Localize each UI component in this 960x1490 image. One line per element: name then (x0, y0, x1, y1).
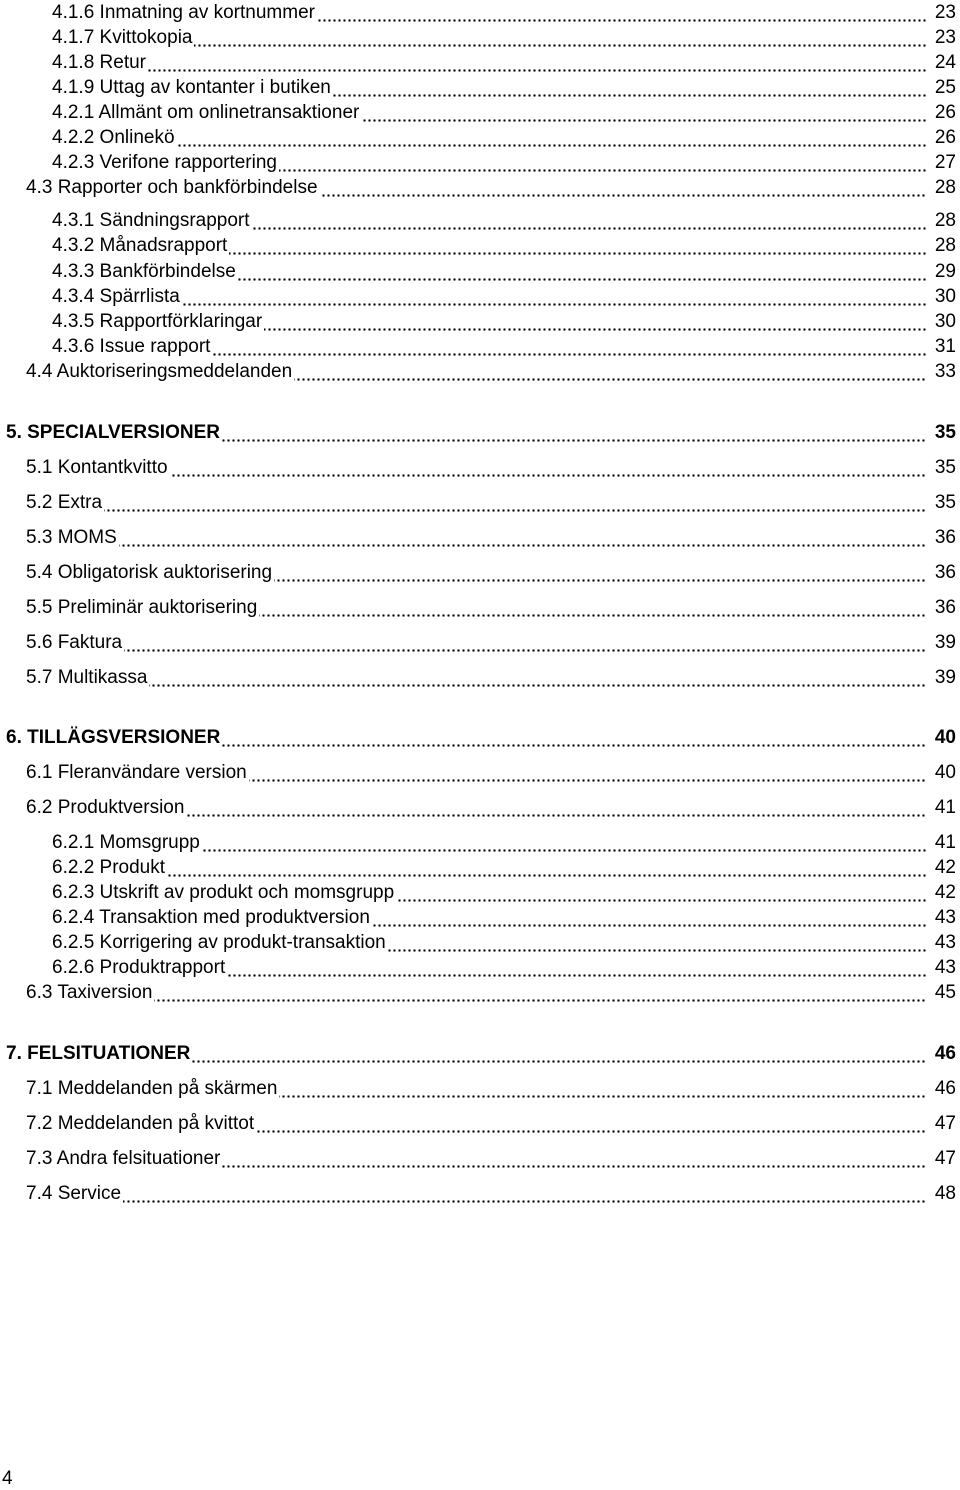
toc-entry-title: 6.3 Taxiversion (26, 982, 153, 1003)
toc-entry-title: 4.3.3 Bankförbindelse (52, 261, 236, 282)
toc-entry-title: 4.3.5 Rapportförklaringar (52, 311, 263, 332)
toc-entry-title: 4.2.3 Verifone rapportering (52, 152, 277, 173)
toc-entry-page: 30 (926, 284, 956, 310)
toc-entry-page: 28 (926, 208, 956, 234)
toc-leader-dots (6, 1041, 928, 1067)
toc-leader-dots (26, 359, 928, 385)
toc-entry-title: 4.1.9 Uttag av kontanter i butiken (52, 77, 331, 98)
toc-leader-dots (52, 905, 928, 931)
toc-leader-dots (26, 795, 928, 821)
toc-leader-dots (26, 455, 928, 481)
toc-entry-page: 26 (926, 100, 956, 126)
toc-entry[interactable] (0, 284, 960, 310)
page-number: 4 (2, 1468, 13, 1489)
toc-entry-title: 4.2.1 Allmänt om onlinetransaktioner (52, 102, 360, 123)
toc-entry-page: 40 (926, 760, 956, 786)
toc-entry[interactable] (0, 1146, 960, 1172)
toc-entry-page: 26 (926, 125, 956, 151)
toc-leader-dots (52, 830, 928, 856)
toc-leader-dots (52, 309, 928, 335)
toc-leader-dots (52, 100, 928, 126)
toc-entry-title: 6.2.5 Korrigering av produkt-transaktion (52, 932, 386, 953)
toc-entry-page: 23 (926, 0, 956, 26)
toc-leader-dots (52, 930, 928, 956)
toc-entry[interactable] (0, 233, 960, 259)
toc-entry-page: 27 (926, 150, 956, 176)
toc-entry-page: 29 (926, 259, 956, 285)
toc-leader-dots (26, 175, 928, 201)
toc-entry-title: 7.1 Meddelanden på skärmen (26, 1078, 278, 1099)
toc-leader-dots (52, 855, 928, 881)
toc-entry-title: 5.3 MOMS (26, 527, 117, 548)
toc-entry-page: 43 (926, 955, 956, 981)
toc-entry-title: 5.1 Kontantkvitto (26, 457, 168, 478)
toc-entry-page: 36 (926, 560, 956, 586)
toc-entry-title: 7.4 Service (26, 1183, 122, 1204)
toc-leader-dots (52, 233, 928, 259)
toc-entry-page: 45 (926, 980, 956, 1006)
toc-entry[interactable] (0, 490, 960, 516)
toc-entry[interactable] (0, 420, 960, 446)
toc-entry-page: 43 (926, 905, 956, 931)
toc-entry[interactable] (0, 795, 960, 821)
toc-leader-dots (26, 525, 928, 551)
toc-entry[interactable] (0, 855, 960, 881)
toc-entry[interactable] (0, 1111, 960, 1137)
toc-entry-title: 6.2 Produktversion (26, 797, 185, 818)
toc-leader-dots (26, 1146, 928, 1172)
toc-leader-dots (26, 490, 928, 516)
toc-entry-page: 28 (926, 233, 956, 259)
toc-entry-title: 4.3.2 Månadsrapport (52, 235, 228, 256)
toc-entry-title: 7. FELSITUATIONER (6, 1043, 191, 1064)
toc-entry-title: 6.2.4 Transaktion med produktversion (52, 907, 370, 928)
toc-entry-page: 35 (926, 490, 956, 516)
toc-entry[interactable] (0, 334, 960, 360)
toc-leader-dots (52, 25, 928, 51)
toc-entry-title: 4.3.6 Issue rapport (52, 336, 211, 357)
toc-entry[interactable] (0, 259, 960, 285)
toc-entry-page: 35 (926, 420, 956, 446)
toc-entry-title: 5.4 Obligatorisk auktorisering (26, 562, 273, 583)
toc-entry[interactable] (0, 955, 960, 981)
toc-entry[interactable] (0, 0, 960, 26)
toc-entry-page: 36 (926, 525, 956, 551)
toc-entry-title: 4.3.1 Sändningsrapport (52, 210, 250, 231)
toc-entry-title: 5.6 Faktura (26, 632, 123, 653)
toc-entry-title: 6. TILLÄGSVERSIONER (6, 727, 221, 748)
toc-leader-dots (52, 955, 928, 981)
toc-entry[interactable] (0, 100, 960, 126)
toc-entry[interactable] (0, 208, 960, 234)
toc-entry-title: 6.2.3 Utskrift av produkt och momsgrupp (52, 882, 395, 903)
toc-leader-dots (52, 50, 928, 76)
toc-entry[interactable] (0, 760, 960, 786)
toc-entry[interactable] (0, 980, 960, 1006)
toc-leader-dots (26, 1076, 928, 1102)
toc-entry-page: 24 (926, 50, 956, 76)
toc-entry[interactable] (0, 665, 960, 691)
toc-entry-page: 40 (926, 725, 956, 751)
toc-leader-dots (26, 980, 928, 1006)
toc-entry[interactable] (0, 75, 960, 101)
toc-entry[interactable] (0, 930, 960, 956)
toc-leader-dots (26, 665, 928, 691)
toc-entry[interactable] (0, 1181, 960, 1207)
toc-entry[interactable] (0, 830, 960, 856)
toc-entry[interactable] (0, 905, 960, 931)
toc-leader-dots (52, 334, 928, 360)
toc-entry[interactable] (0, 595, 960, 621)
toc-entry-title: 6.2.1 Momsgrupp (52, 832, 200, 853)
toc-entry-page: 47 (926, 1146, 956, 1172)
toc-entry-page: 33 (926, 359, 956, 385)
toc-entry-title: 5. SPECIALVERSIONER (6, 422, 220, 443)
toc-entry[interactable] (0, 630, 960, 656)
toc-entry-title: 5.7 Multikassa (26, 667, 148, 688)
toc-entry-page: 25 (926, 75, 956, 101)
toc-entry-title: 6.1 Fleranvändare version (26, 762, 247, 783)
toc-leader-dots (52, 284, 928, 310)
toc-leader-dots (52, 208, 928, 234)
toc-entry-page: 46 (926, 1041, 956, 1067)
toc-entry-page: 23 (926, 25, 956, 51)
toc-entry-page: 36 (926, 595, 956, 621)
toc-leader-dots (6, 725, 928, 751)
toc-leader-dots (26, 1181, 928, 1207)
toc-entry-page: 43 (926, 930, 956, 956)
toc-entry[interactable] (0, 359, 960, 385)
toc-leader-dots (52, 150, 928, 176)
toc-entry-title: 7.3 Andra felsituationer (26, 1148, 221, 1169)
toc-entry-page: 46 (926, 1076, 956, 1102)
toc-entry-title: 4.1.8 Retur (52, 52, 146, 73)
toc-entry-page: 48 (926, 1181, 956, 1207)
toc-entry-title: 5.2 Extra (26, 492, 103, 513)
toc-entry-title: 4.1.7 Kvittokopia (52, 27, 193, 48)
toc-entry-page: 28 (926, 175, 956, 201)
toc-entry-page: 42 (926, 880, 956, 906)
toc-entry-title: 4.1.6 Inmatning av kortnummer (52, 2, 315, 23)
toc-entry[interactable] (0, 125, 960, 151)
toc-leader-dots (26, 630, 928, 656)
toc-entry-page: 41 (926, 830, 956, 856)
toc-entry[interactable] (0, 560, 960, 586)
toc-entry-title: 5.5 Preliminär auktorisering (26, 597, 258, 618)
toc-entry-page: 42 (926, 855, 956, 881)
toc-leader-dots (52, 259, 928, 285)
toc-leader-dots (52, 880, 928, 906)
toc-entry[interactable] (0, 50, 960, 76)
toc-entry-page: 39 (926, 630, 956, 656)
toc-leader-dots (52, 75, 928, 101)
toc-entry-page: 35 (926, 455, 956, 481)
toc-entry[interactable] (0, 25, 960, 51)
toc-entry-page: 31 (926, 334, 956, 360)
toc-leader-dots (52, 125, 928, 151)
toc-entry-page: 39 (926, 665, 956, 691)
toc-entry-title: 7.2 Meddelanden på kvittot (26, 1113, 255, 1134)
toc-entry-title: 4.3 Rapporter och bankförbindelse (26, 177, 318, 198)
toc-entry[interactable] (0, 150, 960, 176)
toc-entry[interactable] (0, 455, 960, 481)
toc-leader-dots (26, 560, 928, 586)
toc-entry[interactable] (0, 175, 960, 201)
toc-leader-dots (52, 0, 928, 26)
toc-leader-dots (26, 1111, 928, 1137)
toc-entry-title: 4.2.2 Onlinekö (52, 127, 175, 148)
toc-entry[interactable] (0, 309, 960, 335)
toc-entry-page: 30 (926, 309, 956, 335)
toc-entry[interactable] (0, 525, 960, 551)
toc-entry-title: 4.3.4 Spärrlista (52, 286, 180, 307)
toc-entry-title: 6.2.2 Produkt (52, 857, 166, 878)
toc-entry-title: 6.2.6 Produktrapport (52, 957, 226, 978)
toc-entry[interactable] (0, 1076, 960, 1102)
toc-entry-title: 4.4 Auktoriseringsmeddelanden (26, 361, 293, 382)
toc-entry-page: 41 (926, 795, 956, 821)
toc-entry[interactable] (0, 880, 960, 906)
toc-leader-dots (26, 760, 928, 786)
toc-entry[interactable] (0, 1041, 960, 1067)
toc-entry[interactable] (0, 725, 960, 751)
toc-leader-dots (26, 595, 928, 621)
toc-leader-dots (6, 420, 928, 446)
toc-entry-page: 47 (926, 1111, 956, 1137)
